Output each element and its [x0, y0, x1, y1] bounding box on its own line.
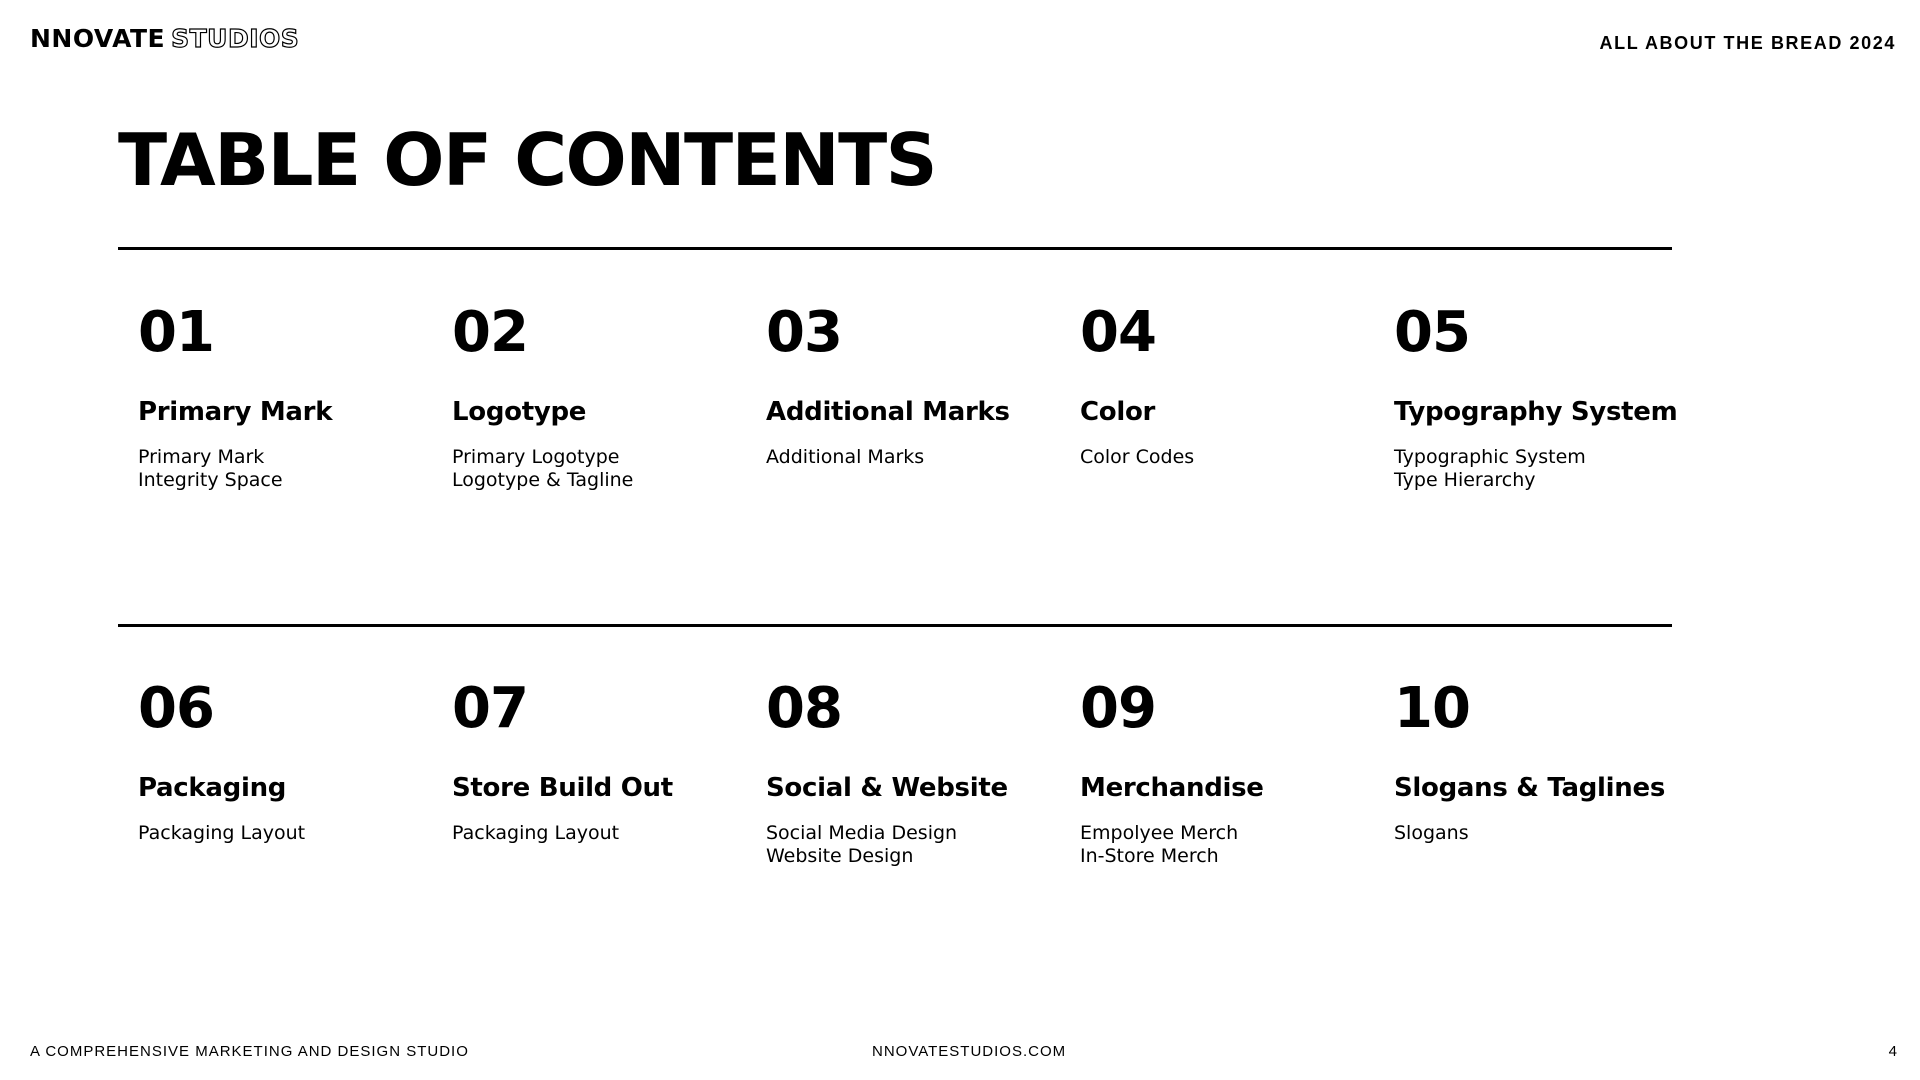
section-number: 06 [138, 676, 214, 741]
toc-section-01 [138, 300, 452, 508]
section-items [452, 822, 766, 845]
section-title: Logotype [452, 397, 587, 427]
toc-section-10 [1394, 676, 1708, 884]
section-item: Slogans [1394, 822, 1469, 845]
divider-top [118, 247, 1672, 250]
section-number: 08 [766, 676, 842, 741]
header-project-title: ALL ABOUT THE BREAD 2024 [1599, 33, 1896, 53]
section-item: Color Codes [1080, 446, 1195, 469]
section-item: Type Hierarchy [1394, 469, 1536, 492]
section-number: 02 [452, 300, 528, 365]
section-item: Social Media Design [766, 822, 958, 845]
section-item: Website Design [766, 845, 914, 868]
section-title: Packaging [138, 773, 287, 803]
studio-logo [30, 26, 299, 51]
footer-website: NNOVATESTUDIOS.COM [872, 1043, 1067, 1060]
section-items [766, 822, 1080, 868]
toc-section-07 [452, 676, 766, 884]
toc-section-06 [138, 676, 452, 884]
section-item: Primary Logotype [452, 446, 620, 469]
footer-tagline: A COMPREHENSIVE MARKETING AND DESIGN STUDIO [30, 1043, 469, 1060]
divider-middle [118, 624, 1672, 627]
section-items [138, 822, 452, 845]
toc-section-02 [452, 300, 766, 508]
logo-solid-text: NNOVATE [30, 24, 166, 53]
section-title: Additional Marks [766, 397, 1010, 427]
section-number: 05 [1394, 300, 1470, 365]
section-number: 03 [766, 300, 842, 365]
section-items [1394, 446, 1708, 492]
section-title: Slogans & Taglines [1394, 773, 1666, 803]
section-item: Additional Marks [766, 446, 925, 469]
section-number: 10 [1394, 676, 1470, 741]
section-item: Typographic System [1394, 446, 1586, 469]
toc-section-09 [1080, 676, 1394, 884]
section-title: Typography System [1394, 397, 1678, 427]
section-number: 07 [452, 676, 528, 741]
section-items [452, 446, 766, 492]
section-title: Store Build Out [452, 773, 673, 803]
toc-row-1 [138, 300, 1698, 508]
section-items [1080, 446, 1394, 469]
section-item: Primary Mark [138, 446, 265, 469]
section-title: Primary Mark [138, 397, 333, 427]
section-item: Packaging Layout [452, 822, 620, 845]
section-item: In-Store Merch [1080, 845, 1219, 868]
section-items [1080, 822, 1394, 868]
section-items [138, 446, 452, 492]
section-item: Packaging Layout [138, 822, 306, 845]
toc-section-03 [766, 300, 1080, 508]
section-number: 01 [138, 300, 214, 365]
section-title: Color [1080, 397, 1156, 427]
page-number: 4 [1888, 1043, 1898, 1060]
section-title: Merchandise [1080, 773, 1264, 803]
section-number: 09 [1080, 676, 1156, 741]
page-title: TABLE OF CONTENTS [118, 118, 937, 202]
logo-outline-text: STUDIOS [171, 24, 300, 53]
section-title: Social & Website [766, 773, 1008, 803]
section-number: 04 [1080, 300, 1156, 365]
section-items [1394, 822, 1708, 845]
toc-section-08 [766, 676, 1080, 884]
toc-section-04 [1080, 300, 1394, 508]
section-item: Empolyee Merch [1080, 822, 1239, 845]
section-items [766, 446, 1080, 469]
section-item: Logotype & Tagline [452, 469, 634, 492]
toc-row-2 [138, 676, 1698, 884]
section-item: Integrity Space [138, 469, 283, 492]
toc-section-05 [1394, 300, 1708, 508]
